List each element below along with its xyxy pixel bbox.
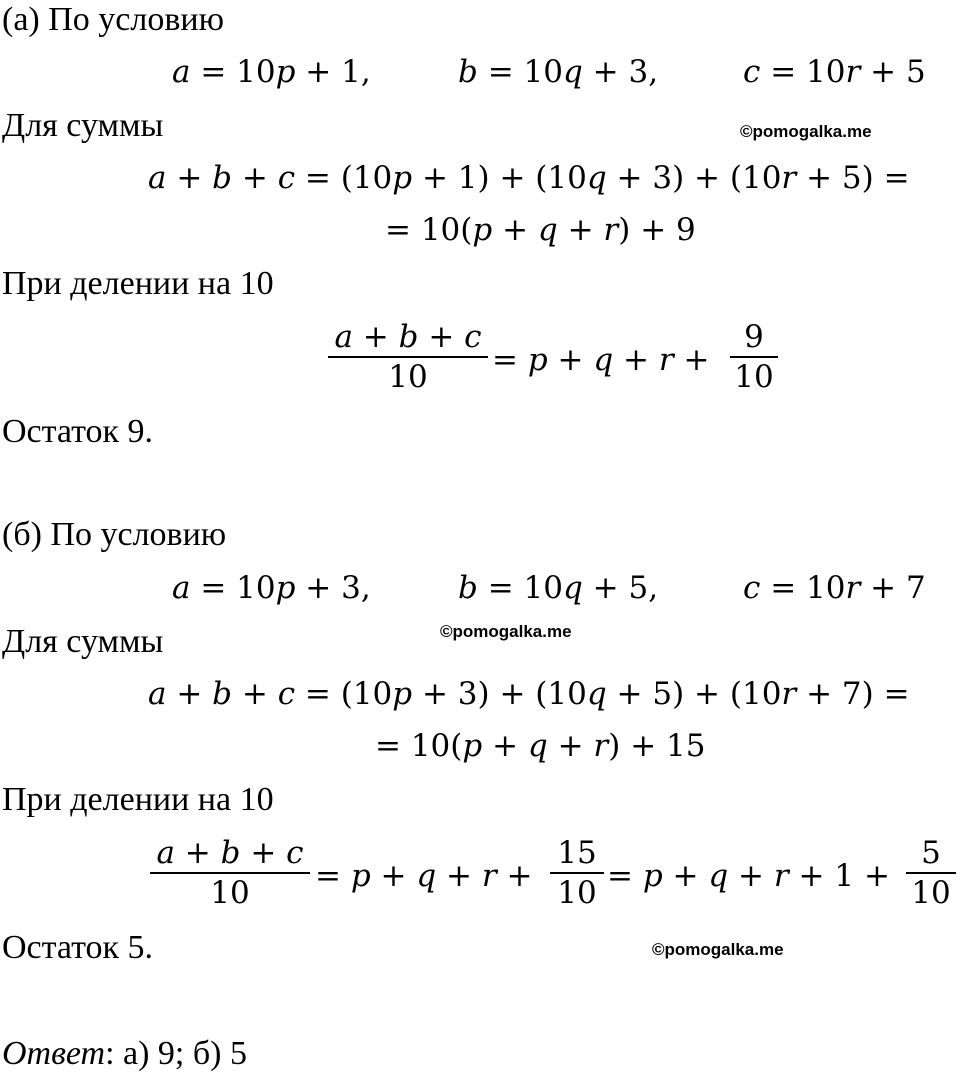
part-b-equation-middle1: = 𝑝 + 𝑞 + 𝑟 + — [315, 858, 533, 894]
part-a-condition-b: 𝑏 = 10𝑞 + 3, — [458, 54, 659, 90]
part-b-fraction-sum — [150, 834, 310, 912]
part-a-division-label: При делении на 10 — [2, 265, 274, 302]
part-b-condition-c: 𝑐 = 10𝑟 + 7 — [743, 570, 926, 606]
answer-line — [2, 1034, 247, 1074]
watermark: ©pomogalka.me — [440, 622, 572, 641]
fraction-denominator: 10 — [557, 875, 597, 911]
part-b-condition-a: 𝑎 = 10𝑝 + 3, — [172, 570, 371, 606]
part-b-condition-b: 𝑏 = 10𝑞 + 5, — [458, 570, 659, 606]
part-b-remainder: Остаток 5. — [2, 929, 154, 966]
answer-text: : а) 9; б) 5 — [105, 1035, 247, 1072]
fraction-denominator: 10 — [388, 359, 428, 395]
answer-label: Ответ — [2, 1035, 106, 1072]
fraction-numerator: 15 — [550, 834, 604, 874]
part-a-sum-label: Для суммы — [2, 107, 164, 144]
part-a-sum-line2: = 10(𝑝 + 𝑞 + 𝑟) + 9 — [385, 212, 696, 248]
watermark: ©pomogalka.me — [740, 122, 872, 141]
fraction-numerator: 𝑎 + 𝑏 + 𝑐 — [150, 834, 310, 874]
part-b-sum-label: Для суммы — [2, 623, 164, 660]
part-b-fraction-15 — [550, 834, 604, 912]
fraction-numerator: 9 — [730, 318, 778, 358]
part-a-sum-line1: 𝑎 + 𝑏 + 𝑐 = (10𝑝 + 1) + (10𝑞 + 3) + (10𝑟 + 5) = — [148, 160, 910, 196]
part-a-equation-middle: = 𝑝 + 𝑞 + 𝑟 + — [492, 342, 710, 378]
fraction-denominator: 10 — [734, 359, 774, 395]
part-a-condition-c: 𝑐 = 10𝑟 + 5 — [743, 54, 926, 90]
fraction-denominator: 10 — [911, 875, 951, 911]
part-b-fraction-5 — [906, 834, 956, 912]
part-a-condition-a: 𝑎 = 10𝑝 + 1, — [172, 54, 371, 90]
part-b-sum-line2: = 10(𝑝 + 𝑞 + 𝑟) + 15 — [375, 728, 706, 764]
watermark: ©pomogalka.me — [652, 940, 784, 959]
part-a-remainder: Остаток 9. — [2, 413, 154, 450]
fraction-numerator: 5 — [906, 834, 956, 874]
part-b-equation-middle2: = 𝑝 + 𝑞 + 𝑟 + 1 + — [607, 858, 890, 894]
part-a-fraction-sum — [328, 318, 488, 396]
part-b-division-label: При делении на 10 — [2, 781, 274, 818]
part-a-fraction-remainder — [730, 318, 778, 396]
part-b-heading: (б) По условию — [2, 516, 227, 553]
fraction-numerator: 𝑎 + 𝑏 + 𝑐 — [328, 318, 488, 358]
part-a-heading: (а) По условию — [2, 1, 224, 38]
part-b-sum-line1: 𝑎 + 𝑏 + 𝑐 = (10𝑝 + 3) + (10𝑞 + 5) + (10𝑟 + 7) = — [148, 676, 910, 712]
fraction-denominator: 10 — [210, 875, 250, 911]
